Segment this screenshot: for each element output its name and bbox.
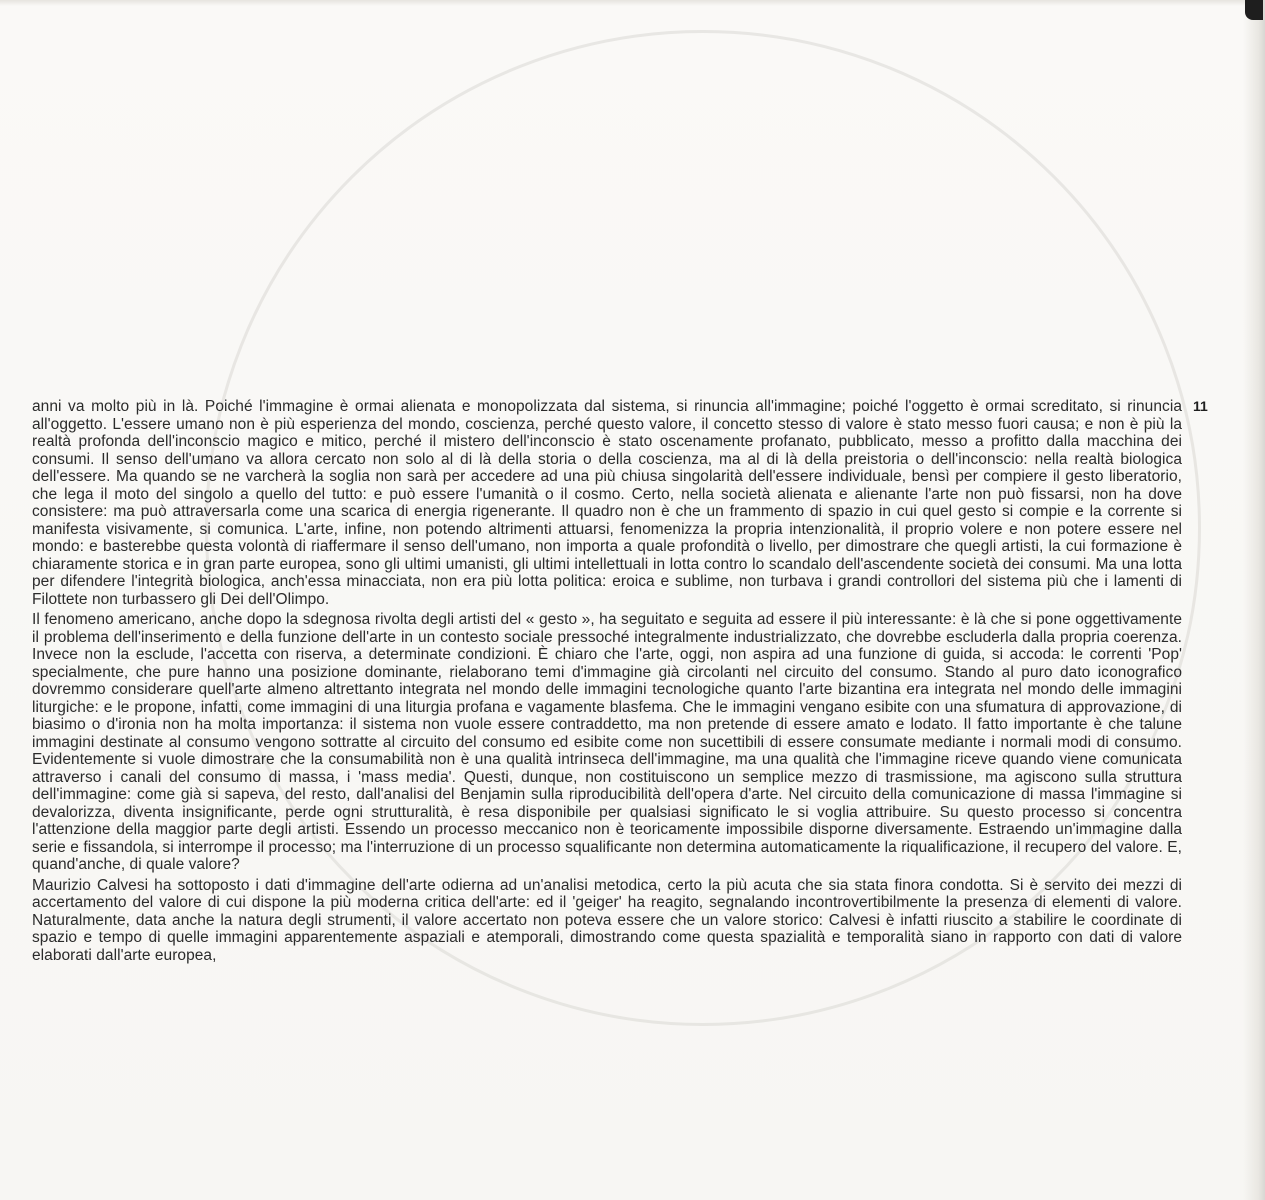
body-text (32, 398, 1182, 967)
scan-edge-top (0, 0, 1265, 6)
scan-corner-mark (1245, 0, 1263, 20)
scan-edge-right (1243, 0, 1265, 1200)
paragraph: Il fenomeno americano, anche dopo la sdegnosa rivolta degli artisti del « gesto », ha seguitato e seguita ad essere il più interessante: è là che si pone oggettivamente il problema dell'inserimento e della funzione dell'arte in un contesto sociale pressoché integralmente industrializzato, che dovrebbe escluderla dalla propria coerenza. Invece non la esclude, l'accetta con riserva, a determinate condizioni. È chiaro che l'arte, oggi, non aspira ad una funzione di guida, si accoda: le correnti 'Pop' specialmente, che pure hanno una posizione dominante, rielaborano temi d'immagine già circolanti nel circuito del consumo. Stando al puro dato iconografico dovremmo considerare quell'arte almeno altrettanto integrata nel mondo delle immagini tecnologiche quanto l'arte bizantina era integrata nel mondo delle immagini liturgiche: e le propone, infatti, come immagini di una liturgia profana e vagamente blasfema. Che le immagini vengano esibite con una sfumatura di approvazione, di biasimo o d'ironia non ha molta importanza: il sistema non vuole essere contraddetto, ma non pretende di essere amato e lodato. Il fatto importante è che talune immagini destinate al consumo vengono sottratte al circuito del consumo ed esibite come non sucettibili di essere consumate mediante i normali modi di consumo. Evidentemente si vuole dimostrare che la consumabilità non è una qualità intrinseca dell'immagine, ma una qualità che l'immagine riceve quando viene comunicata attraverso i canali del consumo di massa, i 'mass media'. Questi, dunque, non costituiscono un semplice mezzo di trasmissione, ma agiscono sulla struttura dell'immagine: come già si sapeva, del resto, dall'analisi del Benjamin sulla riproducibilità dell'opera d'arte. Nel circuito della comunicazione di massa l'immagine si devalorizza, diventa insignificante, perde ogni strutturalità, è resa disponibile per qualsiasi significato le si voglia attribuire. Su questo processo si concentra l'attenzione della maggior parte degli artisti. Essendo un processo meccanico non è teoricamente impossibile disporne diversamente. Estraendo un'immagine dalla serie e fissandola, si interrompe il processo; ma l'interruzione di un processo squalificante non determina automaticamente la riqualificazione, il recupero del valore. E, quand'anche, di quale valore? (32, 611, 1182, 873)
paragraph: anni va molto più in là. Poiché l'immagine è ormai alienata e monopolizzata dal sistema, si rinuncia all'immagine; poiché l'oggetto è ormai screditato, si rinuncia all'oggetto. L'essere umano non è più esperienza del mondo, coscienza, perché questo valore, il concetto stesso di valore è stato messo fuori causa; e non è più la realtà profonda dell'inconscio magico e mitico, perché il mistero dell'inconscio è stato oscenamente profanato, pubblicato, messo a profitto dalla macchina dei consumi. Il senso dell'umano va allora cercato non solo al di là della storia o della coscienza, ma al di là della preistoria o dell'inconscio: nella realtà biologica dell'essere. Ma quando se ne varcherà la soglia non sarà per accedere ad una più chiusa singolarità dell'essere individuale, bensì per compiere il gesto liberatorio, che lega il moto del singolo a quello del tutto: e può essere l'umanità o il cosmo. Certo, nella società alienata e alienante l'arte non può fissarsi, non ha dove consistere: ma può attraversarla come una scarica di energia rigenerante. Il quadro non è che un frammento di spazio in cui quel gesto si compie e la corrente si manifesta visivamente, si comunica. L'arte, infine, non potendo altrimenti attuarsi, fenomenizza la propria intenzionalità, il proprio volere e non potere essere nel mondo: e basterebbe questa volontà di riaffermare il senso dell'umano, non importa a quale profondità o livello, per dimostrare che quegli artisti, la cui formazione è chiaramente storica e in gran parte europea, sono gli ultimi umanisti, gli ultimi intellettuali in lotta contro lo scandalo dell'ascendente società dei consumi. Ma una lotta per difendere l'integrità biologica, anch'essa minacciata, non era più lotta politica: eroica e sublime, non turbava i grandi controllori del sistema più che i lamenti di Filottete non turbassero gli Dei dell'Olimpo. (32, 398, 1182, 608)
page-number: 11 (1193, 398, 1208, 414)
paragraph: Maurizio Calvesi ha sottoposto i dati d'immagine dell'arte odierna ad un'analisi metodica, certo la più acuta che sia stata finora condotta. Si è servito dei mezzi di accertamento del valore di cui dispone la più moderna critica dell'arte: ed il 'geiger' ha reagito, segnalando incontrovertibilmente la presenza di elementi di valore. Naturalmente, data anche la natura degli strumenti, il valore accertato non poteva essere che un valore storico: Calvesi è infatti riuscito a stabilire le coordinate di spazio e tempo di quelle immagini apparentemente aspaziali e atemporali, dimostrando come questa spazialità e temporalità siano in rapporto con dati di valore elaborati dall'arte europea, (32, 876, 1182, 964)
